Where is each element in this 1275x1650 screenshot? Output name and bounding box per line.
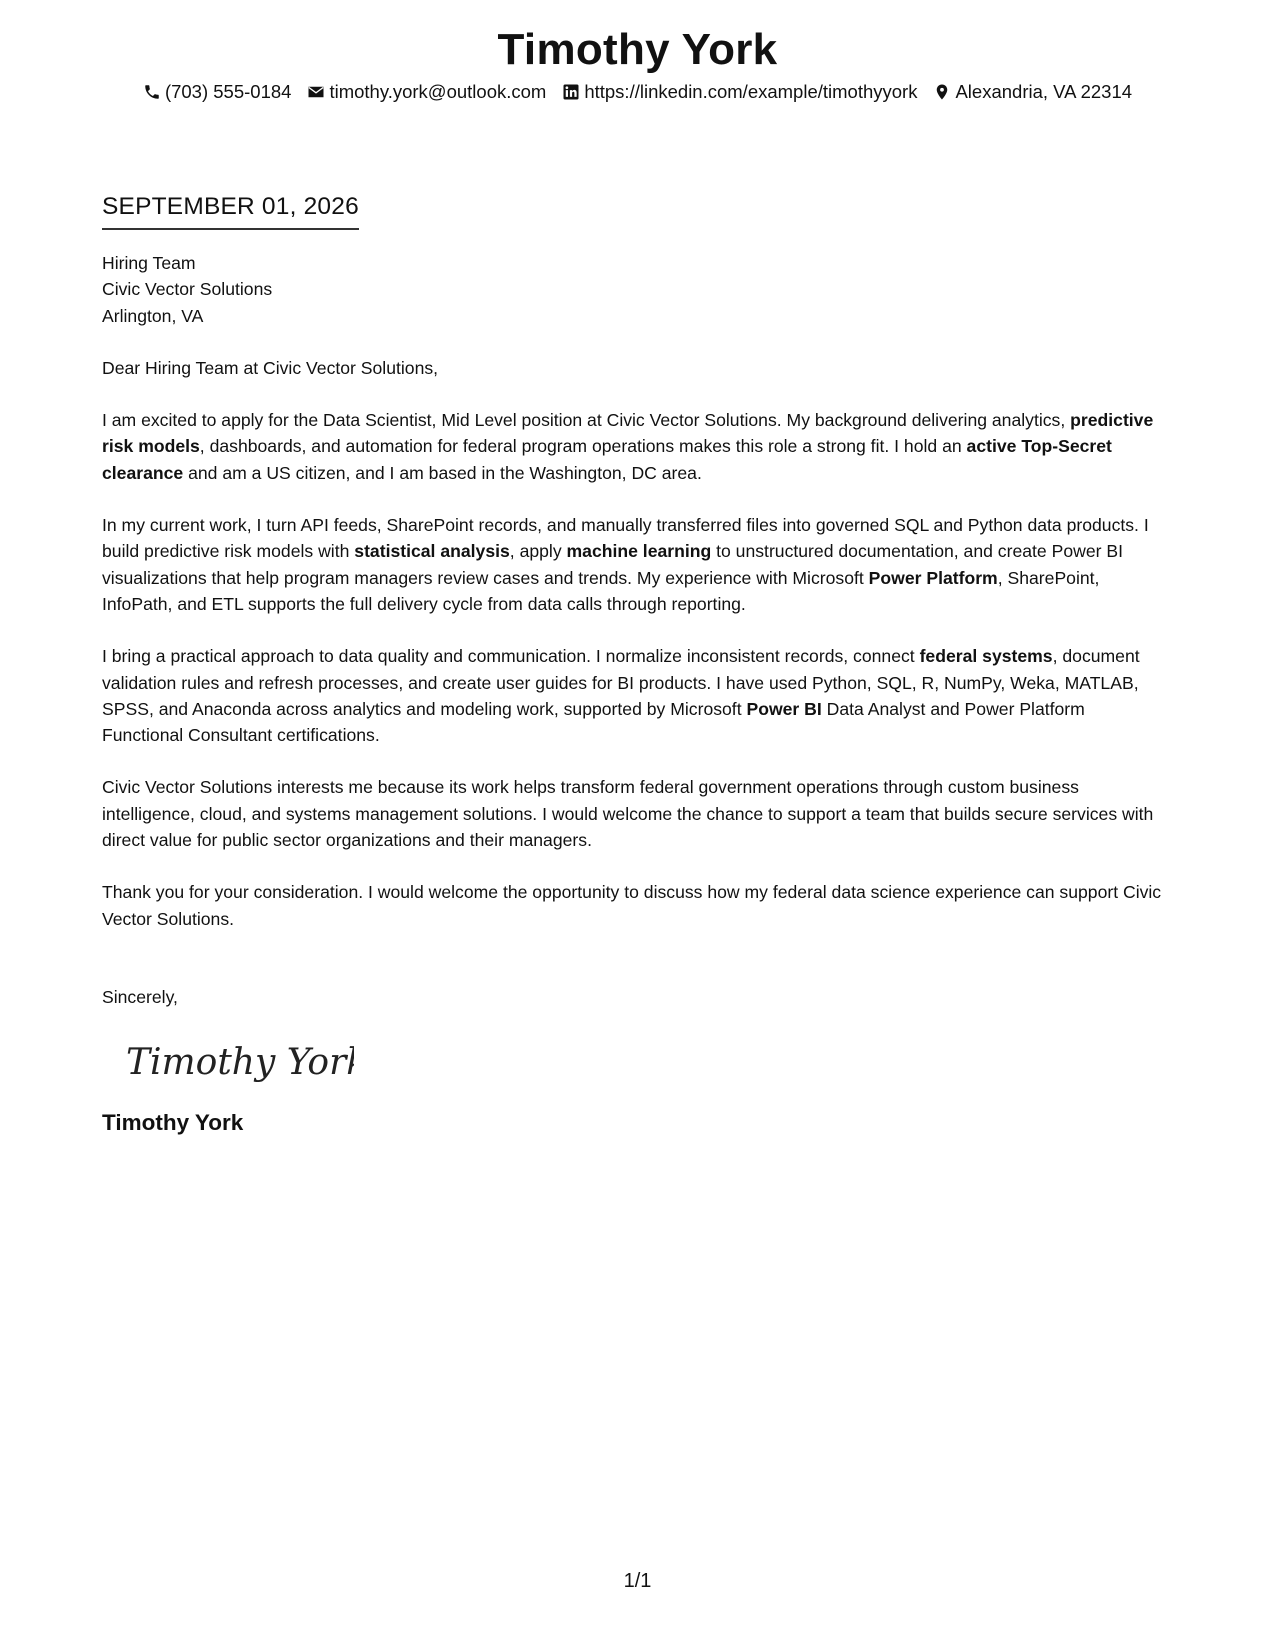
highlight-term: predictive risk models	[102, 410, 1154, 457]
contact-bar	[0, 80, 1275, 104]
recipient-line: Civic Vector Solutions	[102, 279, 273, 300]
email-text: timothy.york@outlook.com	[329, 81, 547, 102]
text-run: I bring a practical approach to data quality and communication. I normalize inconsistent records, connect	[102, 646, 920, 667]
paragraph-thanks: Thank you for your consideration. I would welcome the opportunity to discuss how my federal data science experience can support Civic Vector Solutions.	[102, 882, 1162, 929]
text-run: , dashboards, and automation for federal program operations makes this role a strong fit. I hold an	[199, 436, 967, 457]
signer-name: Timothy York	[102, 1110, 244, 1136]
closing: Sincerely,	[102, 986, 178, 1007]
highlight-term: active Top-Secret clearance	[102, 436, 1112, 483]
contact-location	[933, 80, 1132, 104]
contact-email[interactable]	[307, 80, 546, 104]
text-run: and am a US citizen, and I am based in the Washington, DC area.	[183, 462, 702, 483]
recipient-block	[102, 250, 1162, 329]
signature-text: Timothy York	[126, 1042, 354, 1084]
highlight-term: Power Platform	[868, 567, 998, 588]
handwritten-signature	[124, 1030, 1162, 1094]
contact-phone	[143, 80, 292, 104]
text-run: In my current work, I turn API feeds, SharePoint records, and manually transferred files into governed SQL and Python data products. I build predictive risk models with	[102, 515, 1149, 562]
map-pin-icon	[933, 83, 951, 101]
phone-icon	[143, 83, 161, 101]
linkedin-icon	[562, 83, 580, 101]
letter-date: SEPTEMBER 01, 2026	[102, 192, 359, 230]
paragraph-intro	[102, 407, 1162, 486]
location-text: Alexandria, VA 22314	[955, 81, 1133, 102]
highlight-term: Power BI	[746, 698, 822, 719]
recipient-line: Hiring Team	[102, 253, 196, 273]
linkedin-text: https://linkedin.com/example/timothyyork	[584, 81, 918, 102]
text-run: , SharePoint, InfoPath, and ETL supports the full delivery cycle from data calls through reporting.	[102, 567, 1100, 614]
applicant-name: Timothy York	[497, 25, 778, 74]
salutation: Dear Hiring Team at Civic Vector Solutions,	[102, 357, 439, 378]
signature-image	[124, 1030, 354, 1094]
highlight-term: machine learning	[566, 541, 712, 562]
envelope-icon	[307, 83, 325, 101]
paragraph-company-interest: Civic Vector Solutions interests me because its work helps transform federal government operations through custom business intelligence, cloud, and systems management solutions. I would welcome the chance to support a team that builds secure services with direct value for public sector organizations and their managers.	[102, 777, 1154, 851]
contact-linkedin[interactable]	[562, 80, 917, 104]
highlight-term: federal systems	[919, 646, 1053, 667]
letter-body	[102, 250, 1162, 1138]
text-run: , document validation rules and refresh processes, and create user guides for BI products. I have used Python, SQL, R, NumPy, Weka, MATLAB, SPSS, and Anaconda across analytics and modeling work, supported by Microsoft	[102, 646, 1140, 719]
paragraph-experience	[102, 512, 1162, 617]
recipient-line: Arlington, VA	[102, 305, 204, 326]
text-run: I am excited to apply for the Data Scientist, Mid Level position at Civic Vector Solutions. My background delivering analytics,	[102, 410, 1071, 431]
highlight-term: statistical analysis	[354, 541, 510, 562]
page-number: 1/1	[623, 1570, 652, 1592]
paragraph-skills	[102, 643, 1162, 748]
text-run: Data Analyst and Power Platform Functional Consultant certifications.	[102, 698, 1085, 746]
text-run: to unstructured documentation, and create Power BI visualizations that help program managers review cases and trends. My experience with Microsoft	[102, 541, 1123, 588]
phone-text: (703) 555-0184	[164, 81, 292, 102]
text-run: , apply	[509, 541, 567, 562]
